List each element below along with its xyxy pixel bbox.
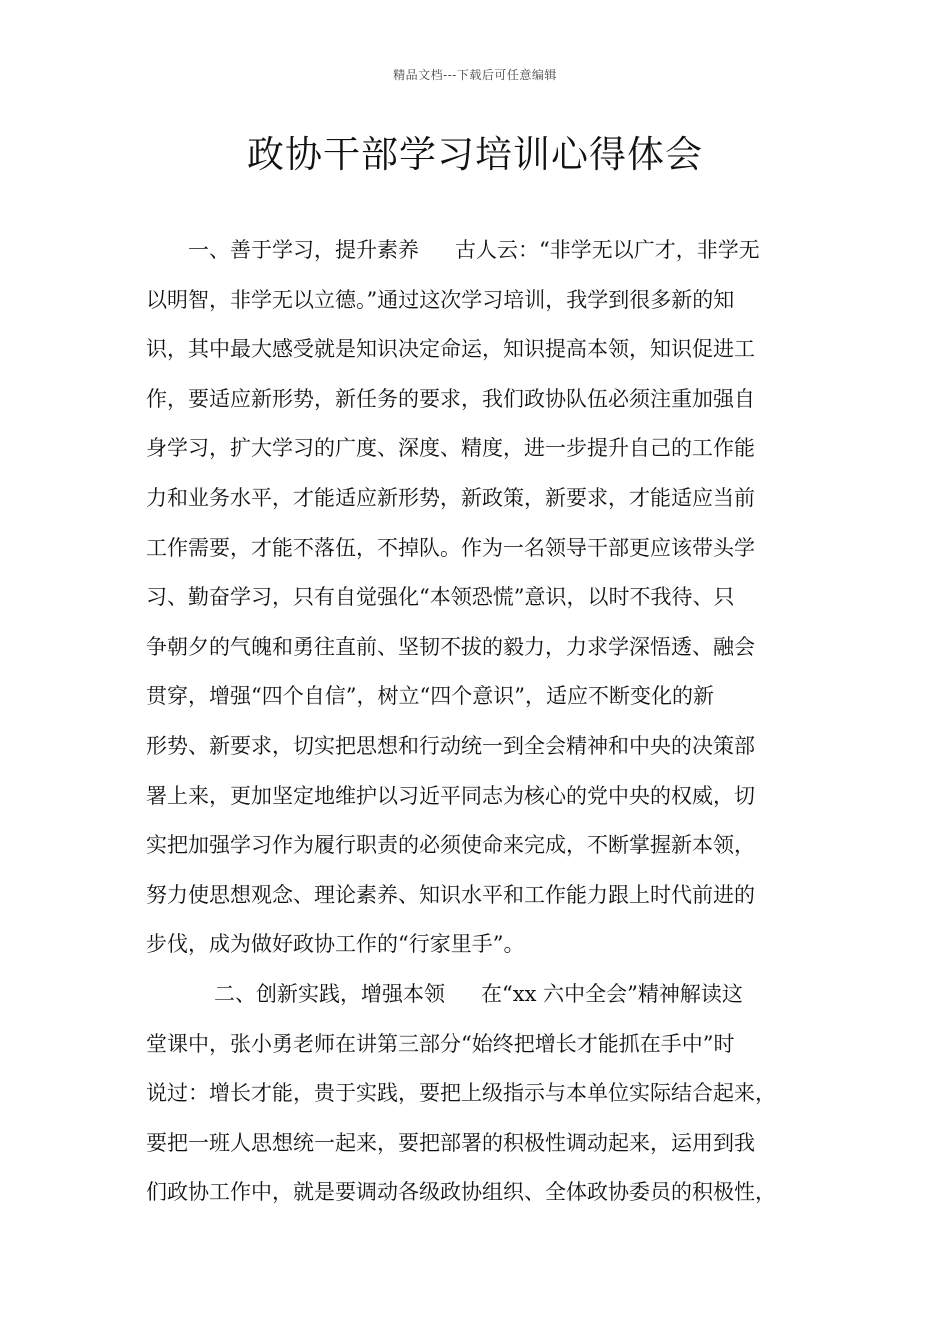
paragraph-line: 堂课中，张小勇老师在讲第三部分“始终把增长才能抓在手中”时 [146,1031,735,1056]
paragraph-text: 在“xx 六中全会”精神解读这 [481,981,743,1006]
section-heading: 一、善于学习，提升素养 [188,238,419,262]
paragraph-line: 实把加强学习作为履行职责的必须使命来完成，不断掌握新本领， [146,833,755,858]
header-note: 精品文档---下载后可任意编辑 [393,68,557,82]
paragraph-line: 习、勤奋学习，只有自觉强化“本领恐慌”意识，以时不我待、只 [146,585,735,610]
paragraph-text: 古人云：“非学无以广才，非学无 [455,238,760,262]
paragraph-line: 争朝夕的气魄和勇往直前、坚韧不拔的毅力，力求学深悟透、融会 [146,634,755,659]
paragraph-line: 努力使思想观念、理论素养、知识水平和工作能力跟上时代前进的 [146,882,755,907]
page-title: 政协干部学习培训心得体会 [247,133,703,176]
paragraph-line: 署上来，更加坚定地维护以习近平同志为核心的党中央的权威，切 [146,783,755,808]
paragraph-line: 贯穿，增强“四个自信”，树立“四个意识”，适应不断变化的新 [146,684,714,709]
paragraph-line: 说过：增长才能，贵于实践，要把上级指示与本单位实际结合起来， [146,1081,776,1106]
paragraph-line: 形势、新要求，切实把思想和行动统一到全会精神和中央的决策部 [146,733,755,758]
paragraph-line: 工作需要，才能不落伍，不掉队。作为一名领导干部更应该带头学 [146,535,755,560]
paragraph-line: 力和业务水平，才能适应新形势，新政策，新要求，才能适应当前 [146,485,755,510]
paragraph-line [146,226,806,276]
paragraph-line: 身学习，扩大学习的广度、深度、精度，进一步提升自己的工作能 [146,436,755,461]
paragraph-line: 要把一班人思想统一起来，要把部署的积极性调动起来，运用到我 [146,1130,755,1155]
paragraph-line [146,970,806,1020]
paragraph-line: 步伐，成为做好政协工作的“行家里手”。 [146,932,525,957]
paragraph-line: 以明智，非学无以立德。”通过这次学习培训，我学到很多新的知 [146,287,735,312]
paragraph-line: 们政协工作中，就是要调动各级政协组织、全体政协委员的积极性， [146,1180,776,1205]
section-heading: 二、创新实践，增强本领 [214,981,445,1006]
paragraph-line: 作，要适应新形势，新任务的要求，我们政协队伍必须注重加强自 [146,386,755,411]
document-body [146,226,806,1218]
paragraph-line: 识，其中最大感受就是知识决定命运，知识提高本领，知识促进工 [146,337,755,362]
